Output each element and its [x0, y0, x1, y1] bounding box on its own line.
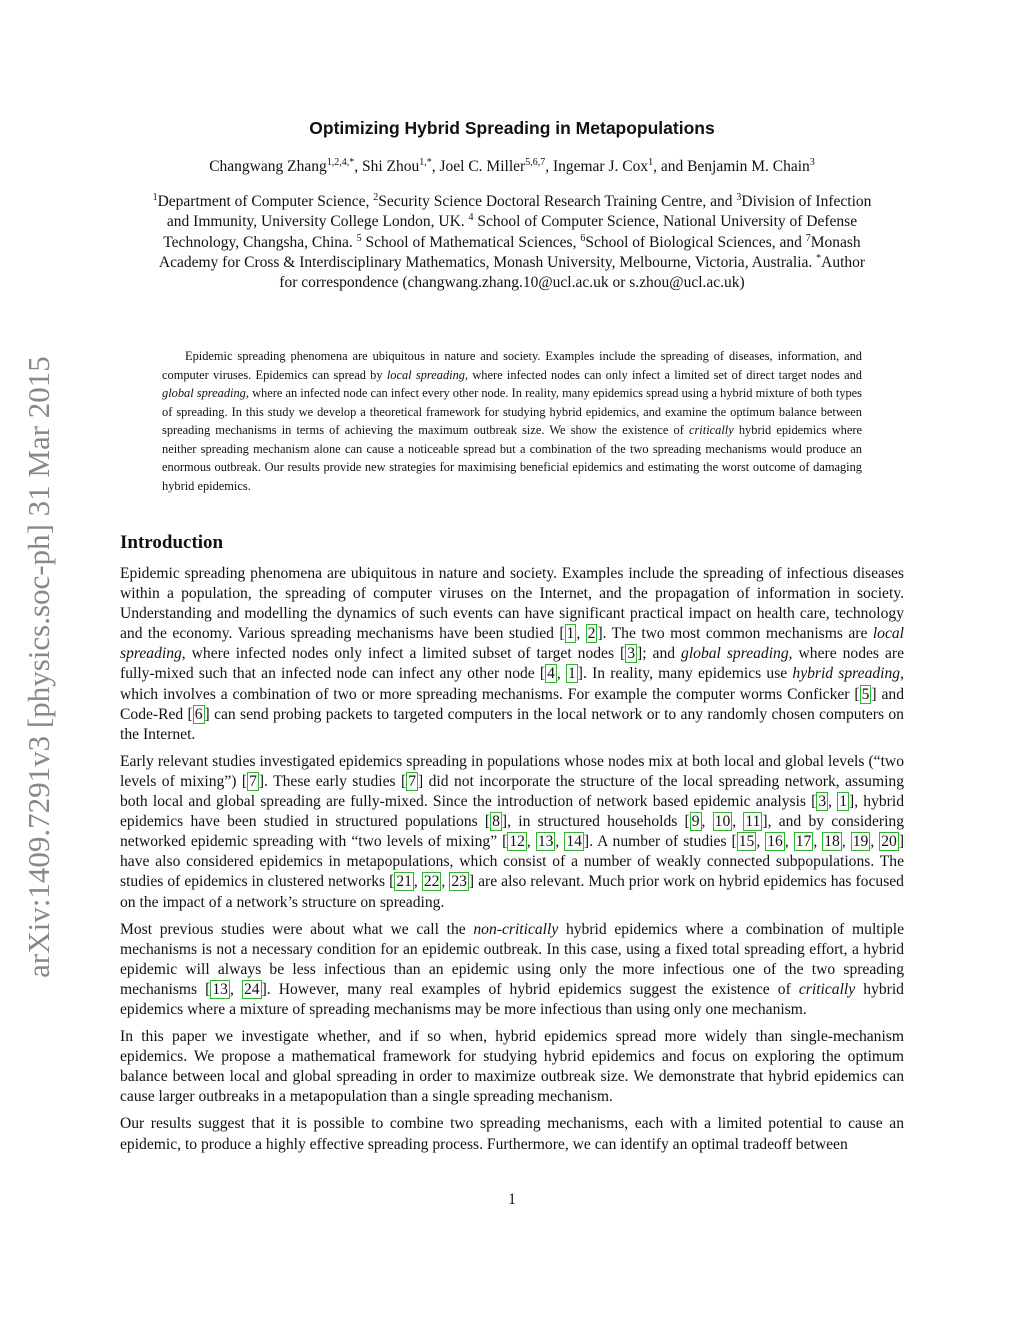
citation-link[interactable]: 7 — [408, 772, 417, 790]
author-name: Shi Zhou — [361, 158, 420, 175]
paper-title: Optimizing Hybrid Spreading in Metapopulations — [309, 118, 715, 138]
affiliations: $^1$Department of Computer Science, $^2$Security Science Doctoral Research Training Centre, and $^3$Division of Infection and Immunity, University College London, UK. $^4$ School of Computer Science, National University of Defense Technology, Changsha, China. $^5$ School of Mathematical Sciences, $^6$School of Biological Sciences, and $^7$Monash Academy for Cross & Interdisciplinary Mathematics, Monash University, Melbourne, Victoria, Australia. *Author for correspondence (changwang.zhang.10@ucl.ac.uk or s.zhou@ucl.ac.uk) — [152, 192, 872, 292]
page-number: 1 — [508, 1191, 516, 1208]
citation-link[interactable]: 13 — [537, 833, 554, 851]
arxiv-stamp: arXiv:1409.7291v3 [physics.soc-ph] 31 Mar 2015 — [21, 356, 56, 978]
citation-link[interactable]: 19 — [852, 833, 869, 851]
citation-link[interactable]: 3 — [627, 645, 636, 663]
citation-link[interactable]: 17 — [795, 833, 812, 851]
citation-link[interactable]: 7 — [249, 772, 257, 790]
citation-link[interactable]: 22 — [423, 873, 440, 891]
citation-link[interactable]: 21 — [396, 873, 412, 891]
citation-link[interactable]: 6 — [194, 705, 203, 723]
author-name: Changwang Zhang — [209, 158, 327, 175]
citation-link[interactable]: 9 — [691, 813, 700, 831]
citation-link[interactable]: 1 — [566, 625, 575, 643]
author-list: Changwang Zhang$^{1,2,4,*}$, Shi Zhou$^{1,*}$, Joel C. Miller$^{5,6,7}$, Ingemar J. Cox$^1$, and Benjamin M. Chain$^3$ — [209, 157, 815, 175]
citation-link[interactable]: 13 — [212, 980, 228, 998]
citation-link[interactable]: 8 — [492, 813, 500, 831]
citation-link[interactable]: 2 — [587, 625, 596, 643]
citation-link[interactable]: 20 — [881, 833, 897, 851]
citation-link[interactable]: 10 — [714, 813, 731, 831]
citation-link[interactable]: 16 — [767, 833, 783, 851]
citation-link[interactable]: 14 — [566, 833, 582, 851]
citation-link[interactable]: 1 — [839, 793, 848, 811]
citation-link[interactable]: 5 — [861, 685, 870, 703]
abstract: Epidemic spreading phenomena are ubiquitous in nature and society. Examples include the spreading of diseases, information, and computer viruses. Epidemics can spread by local spreading, where infected nodes can only infect a limited set of direct target nodes and global spreading, where an infected node can infect every other node. In reality, many epidemics spread using a hybrid mixture of both types of spreading. In this study we develop a theoretical framework for studying hybrid epidemics, and examine the optimum balance between spreading mechanisms in terms of achieving the maximum outbreak size. We show the existence of critically hybrid epidemics where neither spreading mechanism alone can cause a noticeable spread but a combination of the two spreading mechanisms would produce an enormous outbreak. Our results provide new strategies for maximising beneficial epidemics and estimating the worst outcome of damaging hybrid epidemics. — [162, 349, 862, 493]
citation-link[interactable]: 24 — [243, 980, 260, 998]
citation-link[interactable]: 23 — [451, 873, 467, 891]
author-name: Benjamin M. Chain — [687, 158, 810, 175]
author-name: Joel C. Miller — [439, 158, 526, 175]
citation-link[interactable]: 12 — [509, 833, 525, 851]
section-heading-introduction: Introduction — [120, 532, 224, 553]
citation-link[interactable]: 11 — [745, 813, 761, 831]
citation-link[interactable]: 18 — [824, 833, 840, 851]
paragraph: In this paper we investigate whether, and if so when, hybrid epidemics spread more widely than single-mechanism epidemics. We propose a mathematical framework for studying hybrid epidemics and focus on exploring the optimum balance between local and global spreading in order to maximize outbreak size. We demonstrate that hybrid epidemics can cause larger outbreaks in a metapopulation than a single spreading mechanism. — [120, 1028, 904, 1106]
paragraph: Early relevant studies investigated epidemics spreading in populations whose nodes mix at both local and global levels (“two levels of mixing”) [ 7 ]. These early studies [ 7 ] did not incorporate the structure of the local spreading network, assuming both local and global spreading are fully-mixed. Since the introduction of network based epidemic analysis [ 3 , 1 ], hybrid epidemics have been studied in structured populations [ 8 ], in structured households [ 9 , 10 , 11 ], and by considering networked epidemic spreading with “two levels of mixing” [ 12 , 13 , 14 ]. A number of studies [ 15 , 16 , 17 , 18 , 19 , 20 ] have also considered epidemics in metapopulations, which consist of a number of weakly connected subpopulations. The studies of epidemics in clustered networks [ 21 , 22 , 23 ] are also relevant. Much prior work on hybrid epidemics has focused on the impact of a network’s structure on spreading. — [120, 752, 905, 911]
citation-link[interactable]: 1 — [568, 665, 576, 683]
paragraph: Epidemic spreading phenomena are ubiquitous in nature and society. Examples include the spreading of infectious diseases within a population, the spreading of computer viruses on the Internet, and the propagation of information in society. Understanding and modelling the dynamics of such events can have significant practical impact on health care, technology and the economy. Various spreading mechanisms have been studied [ 1 , 2 ]. The two most common mechanisms are local spreading, where infected nodes only infect a limited subset of target nodes [ 3 ]; and global spreading, where nodes are fully-mixed such that an infected node can infect any other node [ 4 , 1 ]. In reality, many epidemics use hybrid spreading, which involves a combination of two or more spreading mechanisms. For example the computer worms Conficker [ 5 ] and Code-Red [ 6 ] can send probing packets to targeted computers in the local network or to any randomly chosen computers on the Internet. — [120, 565, 904, 743]
introduction-body — [120, 564, 904, 1162]
citation-link[interactable]: 15 — [738, 833, 755, 851]
paragraph: Our results suggest that it is possible to combine two spreading mechanisms, each with a limited potential to cause an epidemic, to produce a highly effective spreading process. Furthermore, we can identify an optimal tradeoff between — [120, 1115, 904, 1153]
paragraph: Most previous studies were about what we call the non-critically hybrid epidemics where a combination of multiple mechanisms is not a necessary condition for an epidemic outbreak. In this case, using a fixed total spreading effort, a hybrid epidemic will always be less infectious than an epidemic using only the more infectious one of the two spreading mechanisms [ 13 , 24 ]. However, many real examples of hybrid epidemics suggest the existence of critically hybrid epidemics where a mixture of spreading mechanisms may be more infectious than using only one mechanism. — [120, 920, 905, 1018]
citation-link[interactable]: 3 — [818, 793, 827, 811]
author-name: Ingemar J. Cox — [552, 158, 649, 175]
citation-link[interactable]: 4 — [547, 665, 555, 683]
